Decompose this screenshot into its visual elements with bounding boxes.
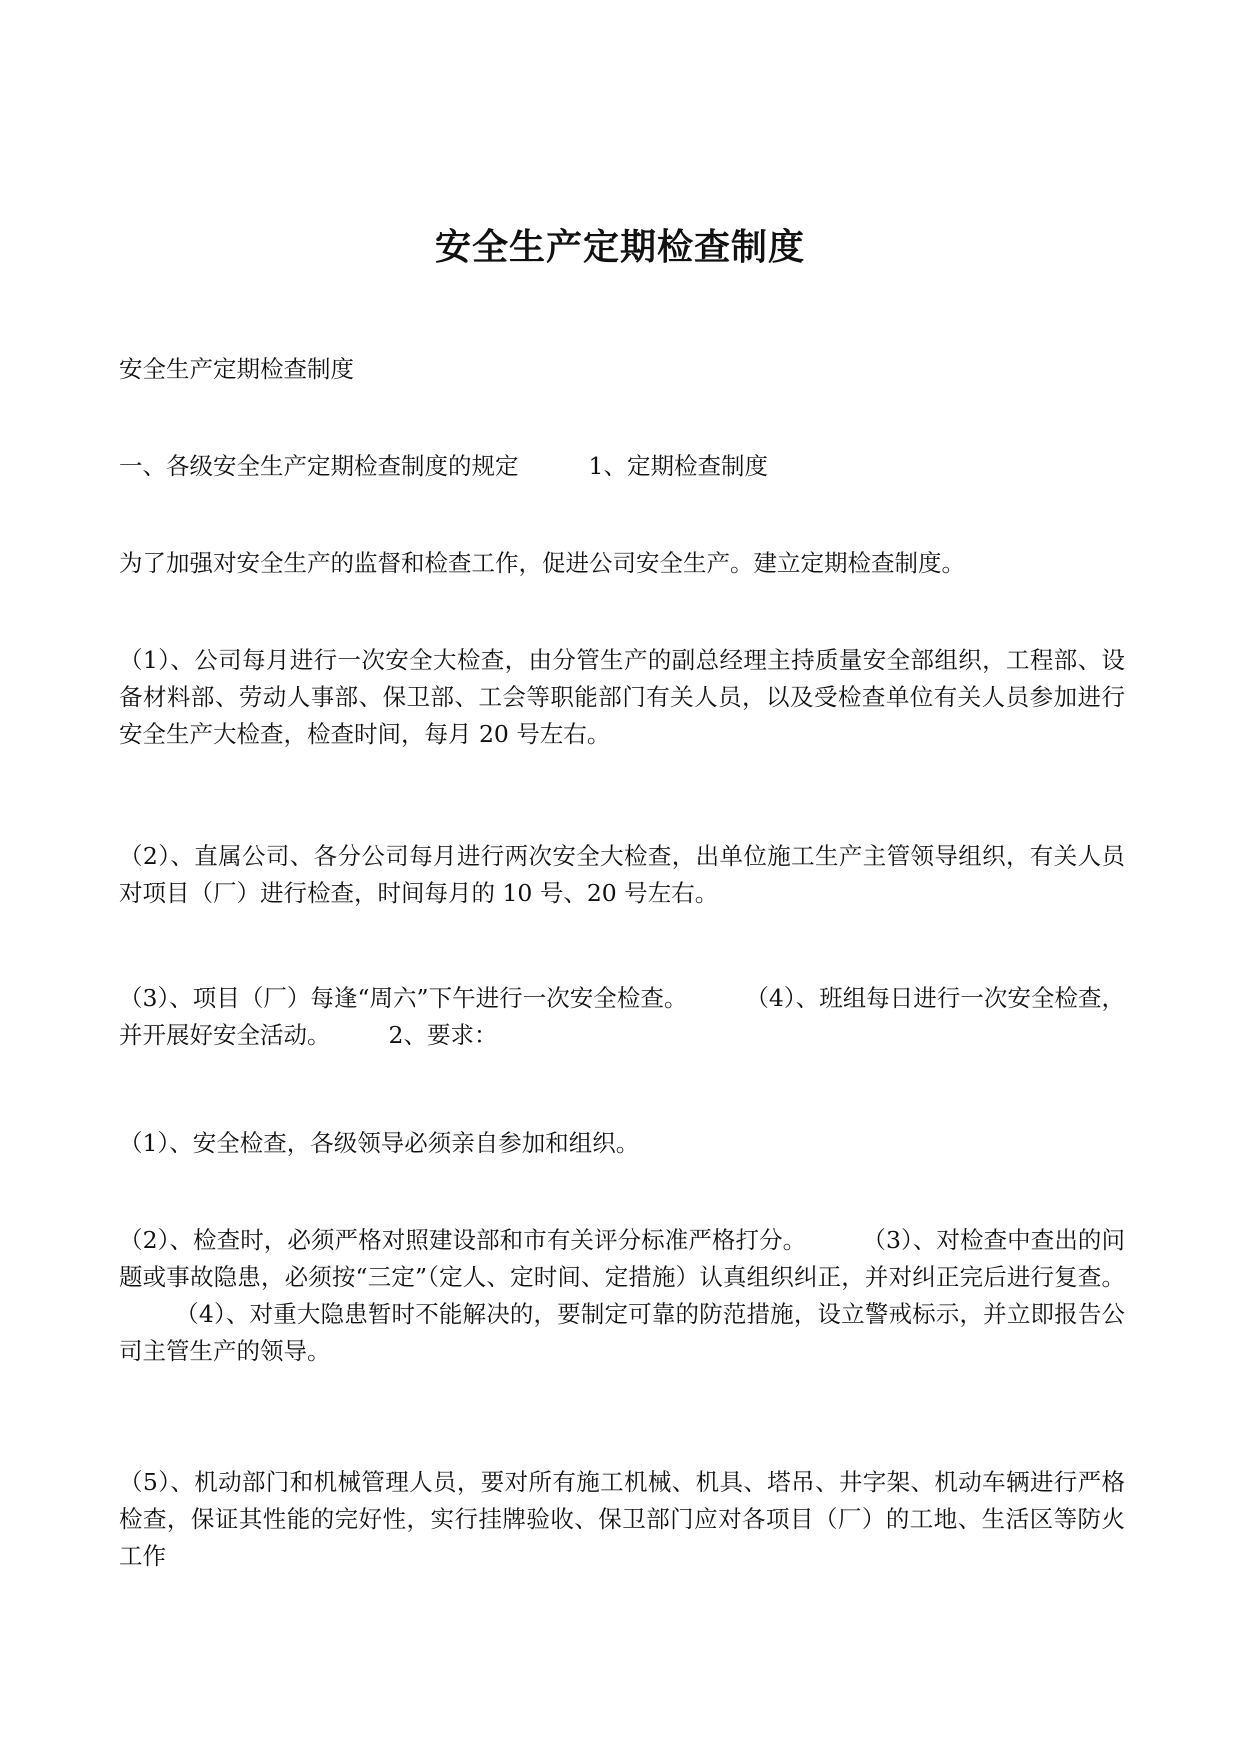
item-2-2-4-paragraph [119,1222,1125,1370]
item-1-1-paragraph: （1）、公司每月进行一次安全大检查，由分管生产的副总经理主持质量安全部组织，工程部、设备材料部、劳动人事部、保卫部、工会等职能部门有关人员，以及受检查单位有关人员参加进行安全生产大检查，检查时间，每月 20 号左右。 [119,646,1125,748]
item-2-3: （3）、对检查中查出的问题或事故隐患，必须按“三定”（定人、定时间、定措施）认真组织纠正，并对纠正完后进行复查。 [119,1226,1126,1291]
section-1-subheading: 1、定期检查制度 [588,452,768,480]
document-subtitle: 安全生产定期检查制度 [119,355,354,383]
item-1-3-4-paragraph [119,980,1125,1054]
item-1-3: （3）、项目（厂）每逢“周六”下午进行一次安全检查。 [119,984,688,1012]
intro-paragraph: 为了加强对安全生产的监督和检查工作，促进公司安全生产。建立定期检查制度。 [119,549,965,577]
item-1-2-paragraph: （2）、直属公司、各分公司每月进行两次安全大检查，出单位施工生产主管领导组织，有关人员对项目（厂）进行检查，时间每月的 10 号、20 号左右。 [119,842,1125,907]
item-1-4: （4）、班组每日进行一次安全检查，并开展好安全活动。 [119,984,1125,1049]
item-2-2: （2）、检查时，必须严格对照建设部和市有关评分标准严格打分。 [119,1226,807,1254]
section-2-heading: 2、要求： [388,1021,498,1049]
section-1-heading: 一、各级安全生产定期检查制度的规定 [119,452,519,480]
document-title: 安全生产定期检查制度 [434,226,805,268]
item-2-4: （4）、对重大隐患暂时不能解决的，要制定可靠的防范措施，设立警戒标示，并立即报告公司主管生产的领导。 [119,1300,1125,1365]
item-2-1-paragraph: （1）、安全检查，各级领导必须亲自参加和组织。 [119,1129,640,1157]
section-1-heading-line [119,448,1125,485]
item-2-5-paragraph: （5）、机动部门和机械管理人员，要对所有施工机械、机具、塔吊、井字架、机动车辆进行严格检查，保证其性能的完好性，实行挂牌验收、保卫部门应对各项目（厂）的工地、生活区等防火工作 [119,1468,1125,1570]
